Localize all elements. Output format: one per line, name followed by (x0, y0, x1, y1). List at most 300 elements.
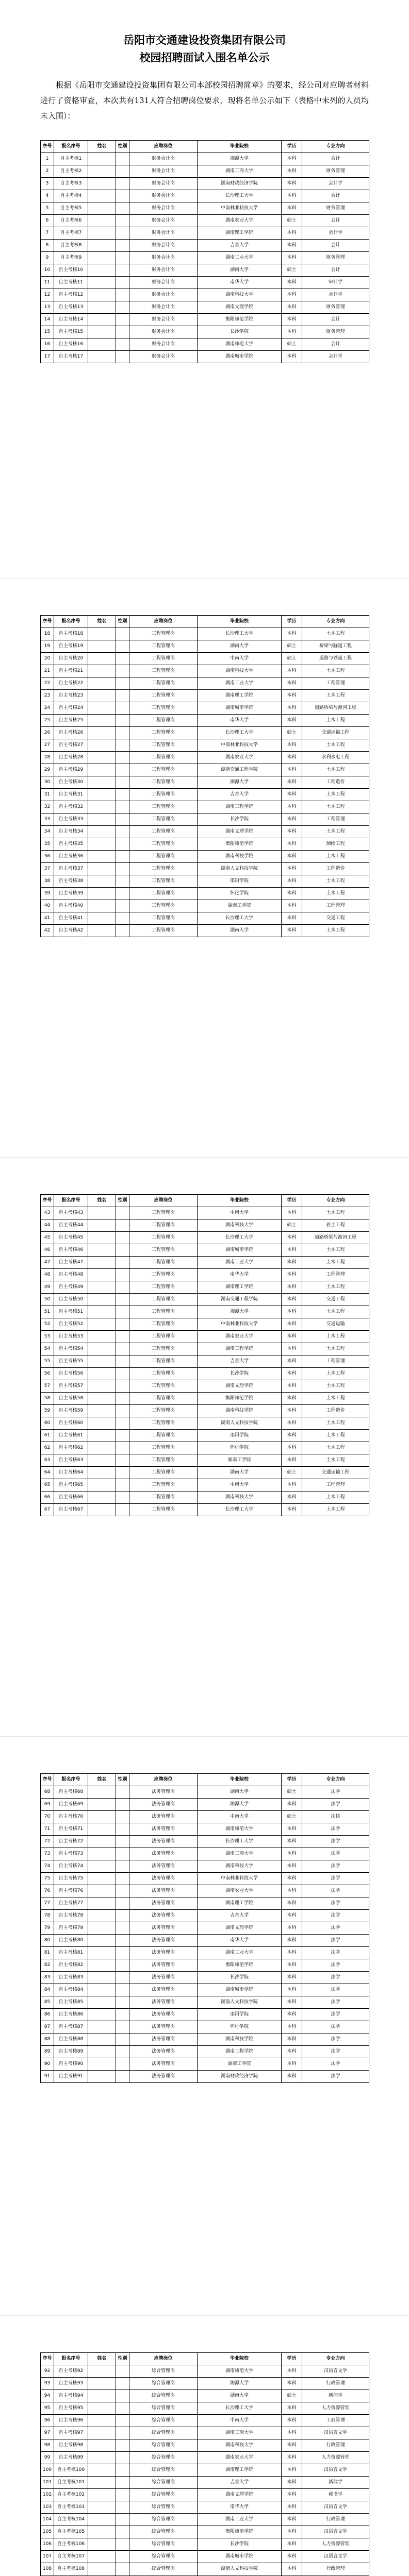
table-cell: 会计学 (302, 289, 369, 301)
table-cell (116, 2464, 129, 2477)
table-cell: 自主考核17 (54, 351, 88, 363)
table-cell (116, 1269, 129, 1281)
table-cell: 长沙理工大学 (198, 628, 282, 640)
table-cell: 工程管理岗 (129, 653, 198, 665)
table-cell (116, 814, 129, 826)
table-cell: 衡阳师范学院 (198, 838, 282, 851)
table-cell: 会计 (302, 153, 369, 165)
table-cell (116, 925, 129, 937)
column-header: 报名序号 (54, 1195, 88, 1207)
table-cell (88, 2033, 116, 2046)
table-cell (88, 202, 116, 215)
table-cell: 法学 (302, 1860, 369, 1873)
table-cell: 自主考核42 (54, 925, 88, 937)
table-row (41, 165, 369, 178)
table-row (41, 1454, 369, 1467)
table-cell: 57 (41, 1380, 54, 1393)
table-cell: 湖南工商大学 (198, 165, 282, 178)
table-cell: 法务管理岗 (129, 1836, 198, 1848)
table-cell (116, 1972, 129, 1984)
table-cell (88, 2464, 116, 2477)
table-cell: 12 (41, 289, 54, 301)
table-cell: 47 (41, 1257, 54, 1269)
table-cell: 自主考核19 (54, 640, 88, 653)
table-cell: 中南大学 (198, 1207, 282, 1219)
table-row (41, 2009, 369, 2021)
table-cell: 湖南农业大学 (198, 2452, 282, 2464)
table-row (41, 2464, 369, 2477)
table-cell: 自主考核6 (54, 215, 88, 227)
table-cell (116, 1935, 129, 1947)
table-cell: 自主考核3 (54, 178, 88, 190)
table-row (41, 264, 369, 277)
table-cell: 湖南理工学院 (198, 2464, 282, 2477)
table-cell: 自主考核108 (54, 2563, 88, 2575)
table-cell: 财务管理 (302, 252, 369, 264)
table-cell: 本科 (282, 776, 302, 789)
table-cell: 工程管理岗 (129, 1244, 198, 1257)
table-row (41, 1823, 369, 1836)
table-row (41, 776, 369, 789)
table-row (41, 1811, 369, 1823)
table-cell: 土木工程 (302, 1454, 369, 1467)
table-row (41, 677, 369, 690)
table-cell: 自主考核75 (54, 1873, 88, 1885)
table-cell (116, 727, 129, 739)
table-cell (88, 1331, 116, 1343)
table-row (41, 351, 369, 363)
table-cell: 自主考核91 (54, 2071, 88, 2083)
table-row (41, 1281, 369, 1294)
table-cell: 法务管理岗 (129, 1922, 198, 1935)
table-cell (116, 314, 129, 326)
column-header: 报名序号 (54, 141, 88, 153)
table-cell: 本科 (282, 1860, 302, 1873)
table-cell: 自主考核15 (54, 326, 88, 338)
column-header: 姓名 (88, 616, 116, 628)
table-cell: 法务管理岗 (129, 2058, 198, 2071)
table-cell: 24 (41, 702, 54, 715)
table-cell: 自主考核36 (54, 851, 88, 863)
table-cell (116, 289, 129, 301)
table-row (41, 826, 369, 838)
table-cell (88, 1811, 116, 1823)
table-cell: 怀化学院 (198, 888, 282, 900)
table-cell: 自主考核45 (54, 1232, 88, 1244)
table-cell: 南华大学 (198, 2501, 282, 2514)
table-cell: 自主考核94 (54, 2390, 88, 2402)
table-cell: 法务管理岗 (129, 1885, 198, 1897)
table-cell (116, 2058, 129, 2071)
table-cell: 本科 (282, 1885, 302, 1897)
table-cell: 自主考核104 (54, 2514, 88, 2526)
table-cell (116, 1368, 129, 1380)
table-cell: 29 (41, 764, 54, 776)
table-cell: 南华大学 (198, 1935, 282, 1947)
table-cell (116, 301, 129, 314)
table-cell: 自主考核14 (54, 314, 88, 326)
table-cell: 综合管理岗 (129, 2365, 198, 2378)
table-cell: 自主考核34 (54, 826, 88, 838)
table-cell (116, 2477, 129, 2489)
table-cell: 长沙学院 (198, 814, 282, 826)
table-cell: 长沙理工大学 (198, 190, 282, 202)
table-cell: 自主考核106 (54, 2538, 88, 2551)
table-cell: 本科 (282, 1306, 302, 1318)
table-cell: 交通工程 (302, 912, 369, 925)
table-cell: 工程管理岗 (129, 814, 198, 826)
table-cell: 自主考核13 (54, 301, 88, 314)
table-cell: 综合管理岗 (129, 2526, 198, 2538)
table-cell: 自主考核22 (54, 677, 88, 690)
table-cell (88, 1207, 116, 1219)
table-cell: 财务会计岗 (129, 240, 198, 252)
table-cell: 硕士 (282, 2390, 302, 2402)
table-cell: 自主考核82 (54, 1959, 88, 1972)
intro-text: 根据《岳阳市交通建设投资集团有限公司本部校园招聘简章》的要求，经公司对应聘者材料进行了资格审查，本次共有131人符合招聘岗位要求，现将名单公示如下（表格中未列的人员均未入围）： (40, 80, 369, 121)
table-cell: 工程管理岗 (129, 1479, 198, 1492)
column-header: 性别 (116, 141, 129, 153)
table-cell: 本科 (282, 2514, 302, 2526)
table-cell: 本科 (282, 2427, 302, 2439)
table-cell: 59 (41, 1405, 54, 1417)
column-header: 专业方向 (302, 141, 369, 153)
table-cell: 工程管理岗 (129, 1492, 198, 1504)
column-header: 序号 (41, 2353, 54, 2365)
table-row (41, 1294, 369, 1306)
table-cell: 湖南大学 (198, 2390, 282, 2402)
table-cell: 102 (41, 2489, 54, 2501)
table-cell: 法务管理岗 (129, 1984, 198, 1996)
table-cell: 13 (41, 301, 54, 314)
page-break (0, 1157, 409, 1158)
table-cell: 自主考核28 (54, 752, 88, 764)
table-cell: 汉语言文学 (302, 2551, 369, 2563)
table-cell: 土木工程 (302, 888, 369, 900)
table-cell (116, 640, 129, 653)
table-cell (88, 1244, 116, 1257)
table-cell (88, 1836, 116, 1848)
table-row (41, 1467, 369, 1479)
table-cell: 湖南城市学院 (198, 1984, 282, 1996)
table-row (41, 1232, 369, 1244)
table-header-row (41, 141, 369, 153)
table-cell: 本科 (282, 2033, 302, 2046)
table-cell: 自主考核107 (54, 2551, 88, 2563)
table-cell (88, 1355, 116, 1368)
table-row (41, 1368, 369, 1380)
table-cell: 自主考核9 (54, 252, 88, 264)
table-cell (88, 1318, 116, 1331)
table-cell: 长沙理工大学 (198, 912, 282, 925)
table-cell (88, 2071, 116, 2083)
table-cell: 自主考核26 (54, 727, 88, 739)
table-row (41, 1257, 369, 1269)
table-cell: 自主考核10 (54, 264, 88, 277)
table-cell: 60 (41, 1417, 54, 1430)
table-cell: 工程管理岗 (129, 1368, 198, 1380)
table-cell: 综合管理岗 (129, 2378, 198, 2390)
table-cell (88, 677, 116, 690)
column-header: 应聘岗位 (129, 141, 198, 153)
table-cell (116, 1492, 129, 1504)
table-cell (116, 912, 129, 925)
table-cell (88, 690, 116, 702)
table-cell: 土木工程 (302, 665, 369, 677)
table-cell: 工程管理 (302, 814, 369, 826)
table-cell: 93 (41, 2378, 54, 2390)
table-cell (88, 1232, 116, 1244)
table-cell (116, 2538, 129, 2551)
table-cell: 自主考核56 (54, 1368, 88, 1380)
roster-table-5 (40, 2352, 369, 2576)
table-cell (116, 178, 129, 190)
table-cell: 自主考核87 (54, 2021, 88, 2033)
table-cell: 湖南科技大学 (198, 1492, 282, 1504)
table-cell: 湖南工业大学 (198, 252, 282, 264)
table-cell: 本科 (282, 1972, 302, 1984)
table-cell: 本科 (282, 1897, 302, 1910)
table-cell: 硕士 (282, 727, 302, 739)
table-cell (88, 1984, 116, 1996)
table-cell: 法学 (302, 1786, 369, 1799)
table-cell: 自主考核7 (54, 227, 88, 240)
table-cell: 自主考核43 (54, 1207, 88, 1219)
table-cell (88, 1294, 116, 1306)
table-cell: 工程管理岗 (129, 900, 198, 912)
table-cell: 自主考核81 (54, 1947, 88, 1959)
column-header: 序号 (41, 616, 54, 628)
table-row (41, 2365, 369, 2378)
table-cell: 自主考核68 (54, 1786, 88, 1799)
table-row (41, 690, 369, 702)
table-cell: 本科 (282, 165, 302, 178)
table-cell: 自主考核30 (54, 776, 88, 789)
table-cell (88, 1935, 116, 1947)
table-cell: 58 (41, 1393, 54, 1405)
page-3 (0, 1158, 409, 1736)
table-cell: 62 (41, 1442, 54, 1454)
table-cell (116, 351, 129, 363)
table-cell: 94 (41, 2390, 54, 2402)
table-cell (88, 2021, 116, 2033)
table-cell: 法学 (302, 1984, 369, 1996)
table-cell (116, 1860, 129, 1873)
table-cell: 湖南师范大学 (198, 2365, 282, 2378)
table-cell (116, 1393, 129, 1405)
table-cell: 101 (41, 2477, 54, 2489)
table-cell (116, 252, 129, 264)
table-cell (88, 2058, 116, 2071)
table-cell (88, 1885, 116, 1897)
table-cell: 38 (41, 875, 54, 888)
table-row (41, 1935, 369, 1947)
table-cell: 交通工程 (302, 1294, 369, 1306)
table-cell: 自主考核72 (54, 1836, 88, 1848)
table-cell (88, 1454, 116, 1467)
table-cell: 汉语言文学 (302, 2501, 369, 2514)
table-cell: 自主考核48 (54, 1269, 88, 1281)
table-cell: 104 (41, 2514, 54, 2526)
table-cell: 本科 (282, 1430, 302, 1442)
table-cell (88, 252, 116, 264)
table-cell (116, 851, 129, 863)
table-row (41, 2452, 369, 2464)
table-cell: 本科 (282, 1910, 302, 1922)
table-cell: 本科 (282, 2378, 302, 2390)
table-cell (88, 1947, 116, 1959)
table-cell: 自主考核97 (54, 2427, 88, 2439)
table-cell: 自主考核16 (54, 338, 88, 351)
table-cell: 工程管理岗 (129, 702, 198, 715)
table-cell: 78 (41, 1910, 54, 1922)
table-row (41, 2415, 369, 2427)
table-cell: 自主考核103 (54, 2501, 88, 2514)
table-cell: 中南林业科技大学 (198, 1318, 282, 1331)
table-cell: 法务管理岗 (129, 1823, 198, 1836)
table-cell (116, 2501, 129, 2514)
table-cell (88, 351, 116, 363)
table-cell: 自主考核25 (54, 715, 88, 727)
table-cell: 本科 (282, 789, 302, 801)
table-cell: 法务管理岗 (129, 1811, 198, 1823)
table-cell: 本科 (282, 1405, 302, 1417)
table-cell: 53 (41, 1331, 54, 1343)
table-cell: 湖南工程学院 (198, 1343, 282, 1355)
table-cell: 7 (41, 227, 54, 240)
table-cell: 本科 (282, 2464, 302, 2477)
table-cell (88, 277, 116, 289)
table-cell: 自主考核18 (54, 628, 88, 640)
table-cell (88, 2046, 116, 2058)
table-cell (88, 702, 116, 715)
table-row (41, 2046, 369, 2058)
table-cell: 34 (41, 826, 54, 838)
page-2 (0, 579, 409, 1157)
column-header: 姓名 (88, 2353, 116, 2365)
table-cell: 本科 (282, 2538, 302, 2551)
table-cell: 32 (41, 801, 54, 814)
table-cell (88, 1786, 116, 1799)
table-cell (116, 1897, 129, 1910)
column-header: 报名序号 (54, 2353, 88, 2365)
table-cell: 湖南理工学院 (198, 1897, 282, 1910)
table-cell: 财务会计岗 (129, 190, 198, 202)
table-cell (116, 1984, 129, 1996)
table-cell (88, 888, 116, 900)
table-row (41, 1799, 369, 1811)
table-cell: 长沙理工大学 (198, 1232, 282, 1244)
table-cell: 法学 (302, 1897, 369, 1910)
table-cell: 自主考核4 (54, 190, 88, 202)
table-cell (116, 1318, 129, 1331)
table-cell: 27 (41, 739, 54, 752)
column-header: 学历 (282, 1774, 302, 1786)
table-cell: 吉首大学 (198, 2477, 282, 2489)
table-cell: 湖南理工学院 (198, 690, 282, 702)
table-cell: 工程管理岗 (129, 1343, 198, 1355)
table-cell: 湖南科技大学 (198, 1219, 282, 1232)
table-cell: 湖南工业大学 (198, 1257, 282, 1269)
table-cell: 42 (41, 925, 54, 937)
table-cell: 自主考核66 (54, 1492, 88, 1504)
table-cell: 40 (41, 900, 54, 912)
table-cell (88, 178, 116, 190)
table-cell (116, 1281, 129, 1294)
table-cell (88, 665, 116, 677)
table-cell: 怀化学院 (198, 2021, 282, 2033)
table-cell: 自主考核37 (54, 863, 88, 875)
table-cell: 61 (41, 1430, 54, 1442)
table-cell: 本科 (282, 1935, 302, 1947)
table-cell: 本科 (282, 1823, 302, 1836)
table-cell (88, 1380, 116, 1393)
table-cell: 会计学 (302, 351, 369, 363)
table-cell (116, 326, 129, 338)
table-cell: 工程管理岗 (129, 1257, 198, 1269)
table-row (41, 1897, 369, 1910)
table-cell: 湖南工学院 (198, 1454, 282, 1467)
table-row (41, 727, 369, 739)
table-cell (116, 665, 129, 677)
table-cell: 本科 (282, 2365, 302, 2378)
table-row (41, 1306, 369, 1318)
table-cell (116, 277, 129, 289)
table-cell: 自主考核84 (54, 1984, 88, 1996)
table-cell: 法学 (302, 1823, 369, 1836)
table-cell: 湖南工程学院 (198, 2046, 282, 2058)
table-cell: 69 (41, 1799, 54, 1811)
table-cell (116, 2415, 129, 2427)
table-cell: 本科 (282, 1232, 302, 1244)
table-cell (88, 764, 116, 776)
table-cell (88, 863, 116, 875)
table-cell (116, 2551, 129, 2563)
table-cell: 自主考核49 (54, 1281, 88, 1294)
table-cell: 财务会计岗 (129, 277, 198, 289)
table-cell: 衡阳师范学院 (198, 1959, 282, 1972)
column-header: 性别 (116, 2353, 129, 2365)
table-row (41, 1860, 369, 1873)
table-row (41, 2033, 369, 2046)
table-cell: 道路桥梁与渡河工程 (302, 702, 369, 715)
table-cell: 自主考核8 (54, 240, 88, 252)
table-row (41, 190, 369, 202)
table-cell: 中南林业科技大学 (198, 202, 282, 215)
table-cell: 自主考核78 (54, 1910, 88, 1922)
table-cell: 自主考核2 (54, 165, 88, 178)
table-cell: 硕士 (282, 653, 302, 665)
table-row (41, 2402, 369, 2415)
table-cell: 邵阳学院 (198, 875, 282, 888)
table-cell: 湖南工业大学 (198, 677, 282, 690)
table-cell: 工程管理岗 (129, 1281, 198, 1294)
table-cell: 本科 (282, 888, 302, 900)
table-cell: 综合管理岗 (129, 2415, 198, 2427)
table-cell: 6 (41, 215, 54, 227)
table-cell (116, 702, 129, 715)
table-cell (88, 264, 116, 277)
table-cell: 土木工程 (302, 690, 369, 702)
table-row (41, 665, 369, 677)
column-header: 姓名 (88, 1774, 116, 1786)
table-cell: 65 (41, 1479, 54, 1492)
table-cell (88, 1467, 116, 1479)
table-cell: 工程管理岗 (129, 1306, 198, 1318)
table-cell: 法务管理岗 (129, 1799, 198, 1811)
table-cell: 本科 (282, 2046, 302, 2058)
table-cell: 工程管理岗 (129, 1331, 198, 1343)
